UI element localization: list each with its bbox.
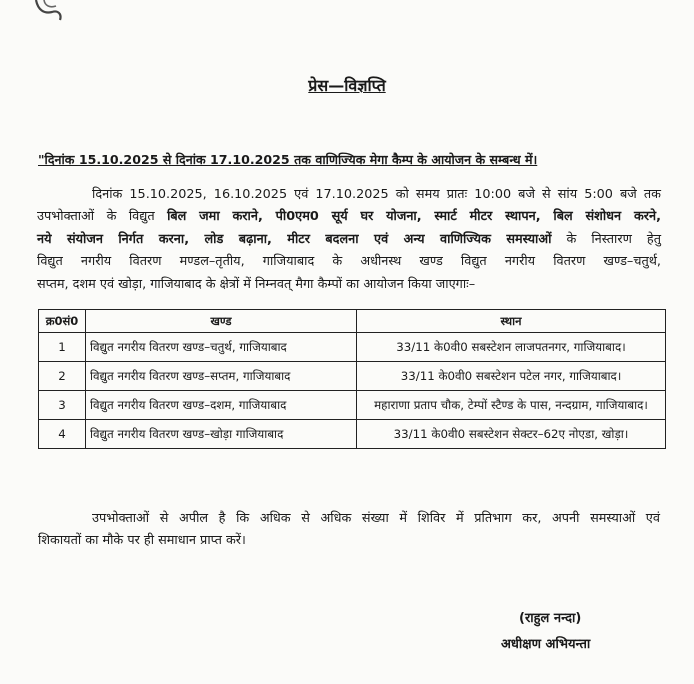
serial-number-cell: 1 xyxy=(39,333,86,362)
subject-line: "दिनांक 15.10.2025 से दिनांक 17.10.2025 तक वाणिज्यिक मेगा कैम्प के आयोजन के सम्बन्ध में। xyxy=(38,152,538,167)
table-header-row xyxy=(39,310,666,333)
serial-number-cell: 3 xyxy=(39,391,86,420)
division-cell: विद्युत नगरीय वितरण खण्ड–सप्तम, गाजियाबाद xyxy=(86,362,357,391)
appeal-line-1: उपभोक्ताओं से अपील है कि अधिक से अधिक संख्या में शिविर में प्रतिभाग कर, अपनी समस्याओं एवं xyxy=(92,511,660,526)
paper-clip-icon xyxy=(30,0,70,22)
signatory-designation: अधीक्षण अभियन्ता xyxy=(501,637,591,652)
paragraph-line-5: सप्तम, दशम एवं खोड़ा, गाजियाबाद के क्षेत्रों में निम्नवत् मैगा कैम्पों का आयोजन किया जाएगाः– xyxy=(37,276,476,292)
serial-number-cell: 2 xyxy=(39,362,86,391)
table-row xyxy=(39,362,666,391)
paragraph-line-3 xyxy=(37,229,661,251)
table-row xyxy=(39,333,666,362)
paragraph-line-2 xyxy=(37,206,661,228)
location-cell: 33/11 के0वी0 सबस्टेशन सेक्टर–62ए नोएडा, खोड़ा। xyxy=(357,420,666,449)
division-cell: विद्युत नगरीय वितरण खण्ड–दशम, गाजियाबाद xyxy=(86,391,357,420)
press-release-heading: प्रेस—विज्ञप्ति xyxy=(308,76,386,95)
page-title xyxy=(0,74,694,96)
table-row xyxy=(39,420,666,449)
paragraph-line-3-bold: नये संयोजन निर्गत करना, लोड बढ़ाना, मीटर बदलना एवं अन्य वाणिज्यिक समस्याओं xyxy=(37,231,552,247)
appeal-paragraph xyxy=(38,508,660,552)
location-cell: 33/11 के0वी0 सबस्टेशन पटेल नगर, गाजियाबाद। xyxy=(357,362,666,391)
table-row xyxy=(39,391,666,420)
header-location: स्थान xyxy=(357,310,666,333)
appeal-line-2: शिकायतों का मौके पर ही समाधान प्राप्त करें। xyxy=(38,533,246,548)
signatory-name: (राहुल नन्दा) xyxy=(519,611,582,626)
serial-number-cell: 4 xyxy=(39,420,86,449)
division-cell: विद्युत नगरीय वितरण खण्ड–चतुर्थ, गाजियाबाद xyxy=(86,333,357,362)
location-cell: 33/11 के0वी0 सबस्टेशन लाजपतनगर, गाजियाबाद। xyxy=(357,333,666,362)
paragraph-line-1: दिनांक 15.10.2025, 16.10.2025 एवं 17.10.2025 को समय प्रातः 10:00 बजे से सांय 5:00 बजे तक xyxy=(92,187,661,202)
header-division: खण्ड xyxy=(86,310,357,333)
division-cell: विद्युत नगरीय वितरण खण्ड–खोड़ा गाजियाबाद xyxy=(86,420,357,449)
paragraph-line-2-bold: बिल जमा कराने, पी0एम0 सूर्य घर योजना, स्मार्ट मीटर स्थापन, बिल संशोधन करने, xyxy=(167,209,661,225)
camp-schedule-table xyxy=(38,309,666,449)
body-paragraph xyxy=(37,184,661,296)
paragraph-line-4: विद्युत नगरीय वितरण मण्डल–तृतीय, गाजियाबाद के अधीनस्थ खण्ड विद्युत नगरीय वितरण खण्ड–चतुर्थ, xyxy=(37,254,661,270)
paragraph-line-3-text: के निस्तारण हेतु xyxy=(551,231,661,247)
location-cell: महाराणा प्रताप चौक, टेम्पों स्टैण्ड के पास, नन्दग्राम, गाजियाबाद। xyxy=(357,391,666,420)
paragraph-line-2-text: उपभोक्ताओं के विद्युत xyxy=(37,209,168,225)
header-serial-number: क्र0सं0 xyxy=(39,310,86,333)
